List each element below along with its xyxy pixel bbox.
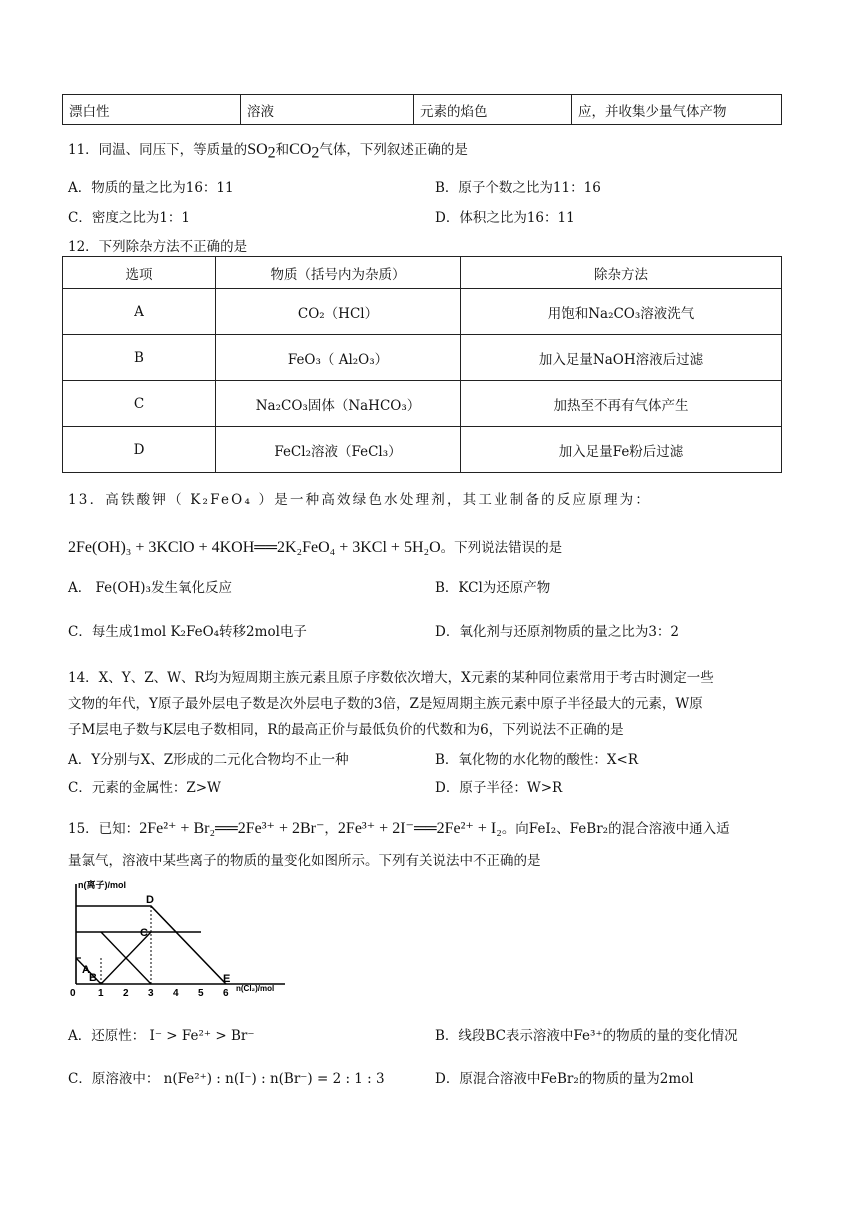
q13-option-a: A． Fe(OH)₃发生氧化反应: [68, 580, 232, 596]
q13-option-c: C．每生成1mol K₂FeO₄转移2mol电子: [68, 624, 307, 640]
q13-option-b: B．KCl为还原产物: [435, 580, 551, 596]
point-label: B: [89, 972, 97, 984]
q12-row-a-substance: CO₂（HCl）: [216, 289, 461, 335]
x-tick-label: 5: [198, 988, 204, 999]
q12-row-d-option: D: [63, 427, 216, 473]
q14-stem-line1: 14．X、Y、Z、W、R均为短周期主族元素且原子序数依次增大，X元素的某种同位素常用于考古时测定一些: [68, 670, 714, 686]
q15-option-c: C．原溶液中： n(Fe²⁺) : n(I⁻) : n(Br⁻) = 2 : 1 : 3: [68, 1071, 385, 1087]
x-tick-label: 0: [70, 988, 76, 999]
top-cell-1: 漂白性: [63, 95, 241, 125]
top-cell-4: 应，并收集少量气体产物: [572, 95, 782, 125]
q15-option-d: D．原混合溶液中FeBr₂的物质的量为2mol: [435, 1071, 694, 1087]
q14-option-a: A．Y分别与X、Z形成的二元化合物均不止一种: [68, 752, 349, 768]
y-axis-label: n(离子)/mol: [78, 880, 126, 890]
q12-row-a-option: A: [63, 289, 216, 335]
q12-row-d-substance: FeCl₂溶液（FeCl₃）: [216, 427, 461, 473]
q12-header-method: 除杂方法: [461, 257, 782, 289]
point-label: E: [223, 973, 231, 985]
q12-row-b-option: B: [63, 335, 216, 381]
series-line: [76, 906, 226, 984]
top-cell-3: 元素的焰色: [414, 95, 572, 125]
x-tick-label: 1: [98, 988, 104, 999]
q12-row-c-option: C: [63, 381, 216, 427]
point-label: C: [140, 927, 148, 939]
q11-option-c: C．密度之比为1：1: [68, 210, 191, 226]
q14-stem-line3: 子M层电子数与K层电子数相同，R的最高正价与最低负价的代数和为6，下列说法不正确的是: [68, 722, 624, 738]
q12-row-a-method: 用饱和Na₂CO₃溶液洗气: [461, 289, 782, 335]
q14-option-b: B．氧化物的水化物的酸性：X<R: [435, 752, 639, 768]
x-tick-label: 3: [148, 988, 154, 999]
top-table: [62, 94, 782, 125]
x-axis-label: n(Cl₂)/mol: [236, 984, 275, 993]
q15-option-a: A．还原性： I⁻ > Fe²⁺ > Br⁻: [68, 1028, 255, 1044]
q12-row-d-method: 加入足量Fe粉后过滤: [461, 427, 782, 473]
q14-stem-line2: 文物的年代，Y原子最外层电子数是次外层电子数的3倍，Z是短周期主族元素中原子半径最大的元素，W原: [68, 696, 703, 712]
x-tick-label: 6: [223, 988, 229, 999]
q11-stem: 11．同温、同压下，等质量的$SO_2$和$CO_2$气体，下列叙述正确的是: [68, 141, 468, 162]
q12-row-b-method: 加入足量NaOH溶液后过滤: [461, 335, 782, 381]
q15-option-b: B．线段BC表示溶液中Fe³⁺的物质的量的变化情况: [435, 1028, 738, 1044]
q13-equation-line: [68, 536, 562, 557]
q15-chart: [60, 876, 310, 1004]
q13-stem-line2: 。下列说法错误的是: [440, 540, 563, 556]
x-tick-label: 2: [123, 988, 129, 999]
q12-header-option: 选项: [63, 257, 216, 289]
q11-option-b: B．原子个数之比为11：16: [435, 180, 601, 196]
x-tick-label: 4: [173, 988, 179, 999]
q12-table: [62, 256, 782, 473]
point-label: D: [146, 894, 154, 906]
q13-stem-line1: 13．高铁酸钾（ K₂FeO₄ ）是一种高效绿色水处理剂，其工业制备的反应原理为：: [68, 492, 652, 508]
q12-stem: 12．下列除杂方法不正确的是: [68, 239, 248, 255]
q11-option-d: D．体积之比为16：11: [435, 210, 575, 226]
q11-option-a: A．物质的量之比为16：11: [68, 180, 234, 196]
q12-header-substance: 物质（括号内为杂质）: [216, 257, 461, 289]
q15-stem-line1: 15．已知：2Fe²⁺ + Br₂══2Fe³⁺ + 2Br⁻，2Fe³⁺ + 2I⁻══2Fe²⁺ + I₂。向FeI₂、FeBr₂的混合溶液中通入适: [68, 820, 730, 837]
q14-option-c: C．元素的金属性：Z>W: [68, 780, 221, 796]
q12-row-b-substance: FeO₃（ Al₂O₃）: [216, 335, 461, 381]
q15-stem-line2: 量氯气，溶液中某些离子的物质的量变化如图所示。下列有关说法中不正确的是: [68, 853, 541, 869]
q14-option-d: D．原子半径：W>R: [435, 780, 563, 796]
point-label: A: [82, 964, 90, 976]
top-cell-2: 溶液: [241, 95, 414, 125]
q13-equation: 2Fe(OH)₃ + 3KClO + 4KOH══2K₂FeO₄ + 3KCl + 5H₂O: [68, 539, 441, 556]
q13-option-d: D．氧化剂与还原剂物质的量之比为3：2: [435, 624, 680, 640]
q12-row-c-substance: Na₂CO₃固体（NaHCO₃）: [216, 381, 461, 427]
q12-row-c-method: 加热至不再有气体产生: [461, 381, 782, 427]
